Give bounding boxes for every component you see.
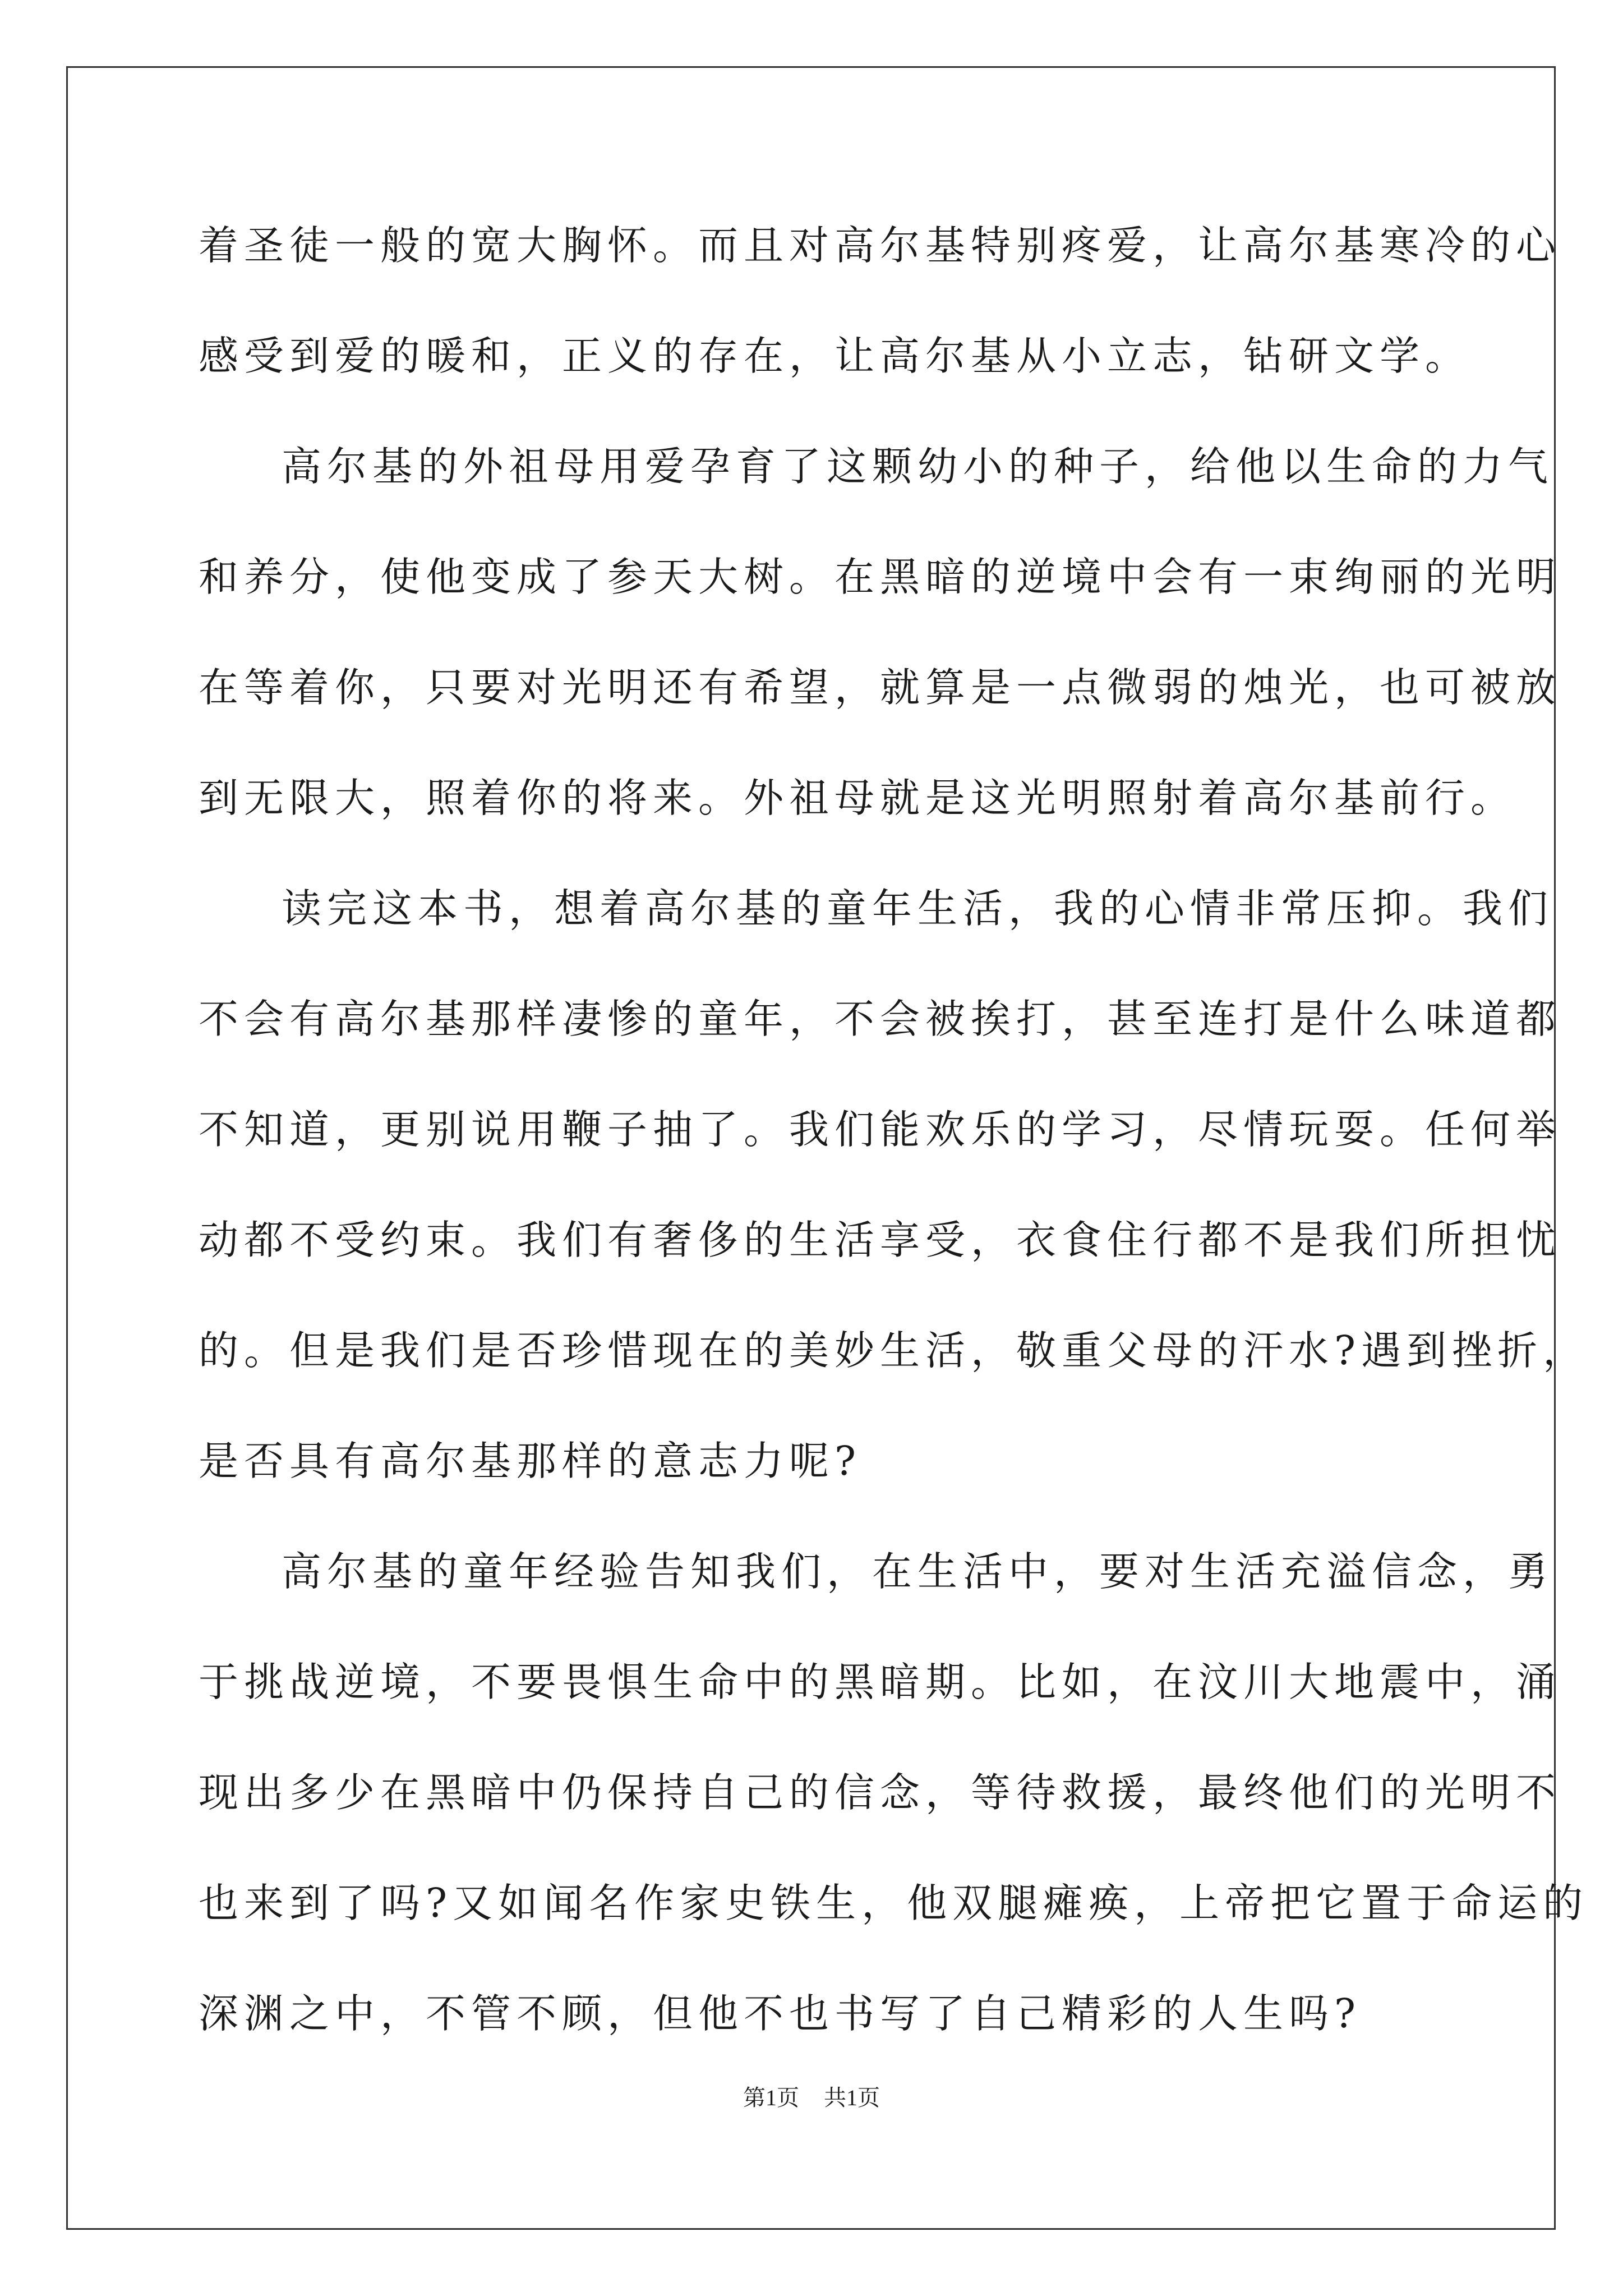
text-line: 是否具有高尔基那样的意志力呢? bbox=[199, 1438, 862, 1484]
text-line: 深渊之中，不管不顾，但他不也书写了自己精彩的人生吗? bbox=[199, 1990, 1362, 2037]
text-line: 和养分，使他变成了参天大树。在黑暗的逆境中会有一束绚丽的光明 bbox=[199, 554, 1562, 600]
page-total: 共1页 bbox=[824, 2085, 880, 2110]
text-line: 着圣徒一般的宽大胸怀。而且对高尔基特别疼爱，让高尔基寒冷的心 bbox=[199, 222, 1562, 269]
text-line: 也来到了吗?又如闻名作家史铁生，他双腿瘫痪，上帝把它置于命运的 bbox=[199, 1880, 1589, 1926]
text-line: 的。但是我们是否珍惜现在的美妙生活，敬重父母的汗水?遇到挫折， bbox=[199, 1327, 1589, 1374]
paragraph-first-line: 高尔基的童年经验告知我们，在生活中，要对生活充溢信念，勇 bbox=[282, 1548, 1554, 1595]
paragraph-first-line: 高尔基的外祖母用爱孕育了这颗幼小的种子，给他以生命的力气 bbox=[282, 443, 1554, 490]
text-line: 不知道，更别说用鞭子抽了。我们能欢乐的学习，尽情玩耍。任何举 bbox=[199, 1106, 1562, 1153]
text-line: 在等着你，只要对光明还有希望，就算是一点微弱的烛光，也可被放 bbox=[199, 664, 1562, 711]
text-line: 不会有高尔基那样凄惨的童年，不会被挨打，甚至连打是什么味道都 bbox=[199, 996, 1562, 1042]
text-line: 感受到爱的暖和，正义的存在，让高尔基从小立志，钻研文学。 bbox=[199, 333, 1471, 379]
text-line: 现出多少在黑暗中仍保持自己的信念，等待救援，最终他们的光明不 bbox=[199, 1769, 1562, 1816]
page-footer bbox=[0, 2080, 1623, 2112]
page-number: 第1页 bbox=[743, 2085, 799, 2110]
text-line: 动都不受约束。我们有奢侈的生活享受，衣食住行都不是我们所担忧 bbox=[199, 1217, 1562, 1263]
text-line: 于挑战逆境，不要畏惧生命中的黑暗期。比如，在汶川大地震中，涌 bbox=[199, 1659, 1562, 1705]
paragraph-first-line: 读完这本书，想着高尔基的童年生活，我的心情非常压抑。我们 bbox=[282, 885, 1554, 932]
text-line: 到无限大，照着你的将来。外祖母就是这光明照射着高尔基前行。 bbox=[199, 775, 1516, 821]
